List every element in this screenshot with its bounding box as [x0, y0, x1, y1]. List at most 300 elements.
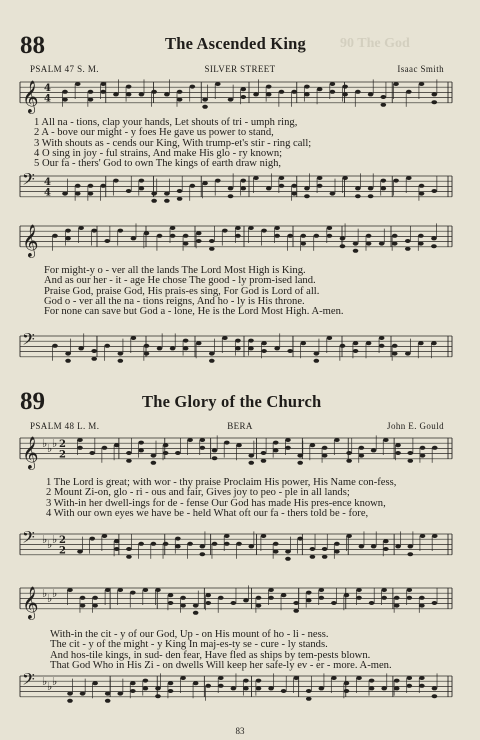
- note-head: [353, 349, 359, 353]
- note-head: [155, 588, 161, 592]
- hymn-89-bass-staff-2: [0, 670, 480, 714]
- note-head: [212, 456, 218, 460]
- note-head: [291, 192, 297, 196]
- note-head: [243, 679, 249, 683]
- time-signature-bottom: 2: [59, 545, 66, 557]
- note-head: [344, 681, 350, 685]
- hymn-88-bass-staff-1: [0, 170, 480, 214]
- note-head: [304, 194, 310, 198]
- note-head: [218, 684, 224, 688]
- note-head: [285, 557, 291, 561]
- note-head: [138, 448, 144, 452]
- note-head: [131, 336, 137, 340]
- note-head: [368, 92, 374, 96]
- note-head: [355, 186, 361, 190]
- treble-clef-symbol: 𝄞: [22, 435, 39, 469]
- note-head: [356, 676, 362, 680]
- hymn-89-tune: BERA: [227, 421, 253, 431]
- note-head: [118, 352, 124, 356]
- note-head: [62, 192, 68, 196]
- note-head: [164, 92, 170, 96]
- note-head: [209, 247, 215, 251]
- note-head: [369, 679, 375, 683]
- lyric-line: For none can save but God a - lone, He is the Lord Most High. A-men.: [44, 306, 344, 318]
- flat-symbol: ♭: [42, 533, 48, 546]
- note-head: [368, 194, 374, 198]
- note-head: [126, 459, 132, 463]
- time-signature-bottom: 2: [59, 449, 66, 461]
- note-head: [304, 186, 310, 190]
- note-head: [310, 443, 316, 447]
- note-head: [408, 459, 414, 463]
- note-head: [130, 689, 136, 693]
- note-head: [371, 448, 377, 452]
- note-head: [91, 349, 97, 353]
- note-head: [126, 451, 132, 455]
- note-head: [395, 451, 401, 455]
- note-head: [274, 346, 280, 350]
- note-head: [235, 339, 241, 343]
- note-head: [405, 239, 411, 243]
- note-head: [187, 438, 193, 442]
- hymn-88-tune: SILVER STREET: [204, 64, 276, 74]
- note-head: [243, 686, 249, 690]
- note-head: [394, 686, 400, 690]
- note-head: [193, 611, 199, 615]
- note-head: [383, 539, 389, 543]
- time-signature-top: 4: [44, 83, 51, 94]
- time-signature-bottom: 4: [44, 93, 51, 105]
- note-head: [261, 459, 267, 463]
- note-head: [215, 179, 221, 183]
- note-head: [330, 90, 336, 94]
- note-head: [75, 184, 81, 188]
- note-head: [240, 179, 246, 183]
- note-head: [319, 588, 325, 592]
- show-through-text: 90 The God: [340, 36, 410, 51]
- note-head: [92, 681, 98, 685]
- note-head: [126, 555, 132, 559]
- note-head: [143, 686, 149, 690]
- note-head: [297, 461, 303, 465]
- note-head: [102, 446, 108, 450]
- note-head: [180, 676, 186, 680]
- note-head: [104, 344, 110, 348]
- lyric-line: 3 With shouts as - cends our King, With trump-et's stir - ring call;: [34, 137, 312, 149]
- note-head: [395, 443, 401, 447]
- note-head: [291, 184, 297, 188]
- note-head: [273, 441, 279, 445]
- note-head: [319, 596, 325, 600]
- note-head: [218, 596, 224, 600]
- note-head: [118, 359, 124, 363]
- note-head: [432, 686, 438, 690]
- note-head: [168, 593, 174, 597]
- note-head: [381, 179, 387, 183]
- note-head: [379, 242, 385, 246]
- note-head: [183, 346, 189, 350]
- hymn-88-title: The Ascended King: [165, 34, 306, 53]
- note-head: [432, 534, 438, 538]
- note-head: [209, 239, 215, 243]
- note-head: [253, 176, 259, 180]
- note-head: [139, 92, 145, 96]
- note-head: [105, 699, 111, 703]
- note-head: [419, 604, 425, 608]
- note-head: [170, 346, 176, 350]
- note-head: [381, 588, 387, 592]
- note-head: [268, 588, 274, 592]
- treble-clef-symbol: 𝄞: [22, 79, 39, 113]
- note-head: [379, 336, 385, 340]
- note-head: [381, 103, 387, 107]
- note-head: [151, 192, 157, 196]
- note-head: [228, 186, 234, 190]
- note-head: [266, 92, 272, 96]
- note-head: [356, 588, 362, 592]
- note-head: [202, 98, 208, 102]
- note-head: [419, 82, 425, 86]
- note-head: [420, 534, 426, 538]
- note-head: [215, 82, 221, 86]
- note-head: [285, 550, 291, 554]
- note-head: [228, 98, 234, 102]
- note-head: [405, 247, 411, 251]
- note-head: [190, 184, 196, 188]
- note-head: [163, 542, 169, 546]
- note-head: [432, 601, 438, 605]
- note-head: [392, 242, 398, 246]
- note-head: [170, 226, 176, 230]
- note-head: [164, 199, 170, 203]
- note-head: [168, 689, 174, 693]
- lyric-line: 1 The Lord is great; with wor - thy praise Proclaim His power, His Name con-fess,: [46, 477, 397, 488]
- note-head: [279, 90, 285, 94]
- hymn-88-treble-staff-2: [0, 220, 480, 264]
- note-head: [344, 689, 350, 693]
- note-head: [200, 552, 206, 556]
- note-head: [355, 194, 361, 198]
- note-head: [209, 352, 215, 356]
- note-head: [105, 588, 111, 592]
- note-head: [235, 226, 241, 230]
- note-head: [65, 359, 71, 363]
- note-head: [248, 339, 254, 343]
- note-head: [170, 234, 176, 238]
- note-head: [273, 542, 279, 546]
- note-head: [151, 90, 157, 94]
- note-head: [342, 176, 348, 180]
- note-head: [273, 448, 279, 452]
- treble-clef-symbol: 𝄞: [22, 585, 39, 619]
- note-head: [266, 85, 272, 89]
- note-head: [114, 547, 120, 551]
- note-head: [67, 588, 73, 592]
- note-head: [92, 596, 98, 600]
- note-head: [392, 352, 398, 356]
- note-head: [77, 550, 83, 554]
- flat-symbol: ♭: [47, 442, 53, 455]
- note-head: [297, 454, 303, 458]
- note-head: [327, 226, 333, 230]
- note-head: [344, 593, 350, 597]
- note-head: [266, 186, 272, 190]
- lyric-line: God o - ver all the na - tions reigns, And ho - ly is His throne.: [44, 295, 305, 307]
- note-head: [431, 341, 437, 345]
- note-head: [200, 446, 206, 450]
- note-head: [273, 550, 279, 554]
- note-head: [322, 555, 328, 559]
- note-head: [52, 234, 58, 238]
- note-head: [131, 236, 137, 240]
- note-head: [175, 537, 181, 541]
- note-head: [340, 344, 346, 348]
- note-head: [418, 341, 424, 345]
- note-head: [381, 95, 387, 99]
- note-head: [163, 451, 169, 455]
- lyric-line: For might-y o - ver all the lands The Lord Most High is King.: [44, 265, 306, 276]
- note-head: [175, 451, 181, 455]
- note-head: [394, 596, 400, 600]
- note-head: [340, 244, 346, 248]
- note-head: [314, 352, 320, 356]
- note-head: [274, 226, 280, 230]
- note-head: [248, 346, 254, 350]
- time-signature-top: 4: [44, 177, 51, 188]
- bass-clef-symbol: 𝄢: [22, 669, 35, 693]
- note-head: [408, 552, 414, 556]
- note-head: [65, 352, 71, 356]
- note-head: [261, 349, 267, 353]
- note-head: [346, 451, 352, 455]
- note-head: [330, 82, 336, 86]
- note-head: [236, 542, 242, 546]
- hymn-89-composer: John E. Gould: [387, 421, 444, 431]
- note-head: [256, 604, 262, 608]
- note-head: [155, 686, 161, 690]
- note-head: [394, 604, 400, 608]
- note-head: [300, 234, 306, 238]
- note-head: [196, 341, 202, 345]
- note-head: [100, 82, 106, 86]
- note-head: [331, 676, 337, 680]
- note-head: [395, 544, 401, 548]
- hymn-89-bass-staff-1: [0, 528, 480, 572]
- note-head: [297, 537, 303, 541]
- time-signature-top: 2: [59, 535, 66, 546]
- note-head: [200, 438, 206, 442]
- note-head: [317, 184, 323, 188]
- note-head: [431, 92, 437, 96]
- note-head: [104, 239, 110, 243]
- note-head: [163, 443, 169, 447]
- note-head: [366, 234, 372, 238]
- note-head: [100, 90, 106, 94]
- note-head: [268, 686, 274, 690]
- lyric-line: 4 O sing in joy - ful strains, And make His glo - ry known;: [34, 147, 283, 159]
- flat-symbol: ♭: [52, 437, 58, 450]
- note-head: [256, 596, 262, 600]
- note-head: [353, 341, 359, 345]
- note-head: [190, 85, 196, 89]
- hymn-88-composer: Isaac Smith: [397, 64, 444, 74]
- note-head: [89, 451, 95, 455]
- note-head: [279, 184, 285, 188]
- note-head: [420, 454, 426, 458]
- note-head: [418, 242, 424, 246]
- note-head: [369, 686, 375, 690]
- note-head: [175, 544, 181, 548]
- note-head: [322, 547, 328, 551]
- note-head: [248, 461, 254, 465]
- note-head: [52, 344, 58, 348]
- note-head: [78, 346, 84, 350]
- note-head: [431, 244, 437, 248]
- hymn-89-treble-staff-1: [0, 432, 480, 476]
- note-head: [281, 593, 287, 597]
- note-head: [177, 90, 183, 94]
- note-head: [67, 692, 73, 696]
- note-head: [78, 226, 84, 230]
- flat-symbol: ♭: [42, 587, 48, 600]
- note-head: [322, 454, 328, 458]
- note-head: [168, 601, 174, 605]
- note-head: [75, 192, 81, 196]
- note-head: [327, 336, 333, 340]
- note-head: [193, 604, 199, 608]
- note-head: [67, 699, 73, 703]
- note-head: [405, 352, 411, 356]
- flat-symbol: ♭: [52, 587, 58, 600]
- note-head: [281, 689, 287, 693]
- note-head: [212, 542, 218, 546]
- note-head: [117, 588, 123, 592]
- note-head: [240, 95, 246, 99]
- hymn-89-treble-staff-2: [0, 582, 480, 626]
- note-head: [235, 234, 241, 238]
- note-head: [248, 454, 254, 458]
- note-head: [261, 229, 267, 233]
- note-head: [200, 544, 206, 548]
- note-head: [126, 547, 132, 551]
- note-head: [130, 681, 136, 685]
- note-head: [113, 92, 119, 96]
- note-head: [126, 92, 132, 96]
- note-head: [432, 694, 438, 698]
- note-head: [231, 601, 237, 605]
- note-head: [261, 451, 267, 455]
- note-head: [151, 542, 157, 546]
- note-head: [177, 197, 183, 201]
- note-head: [317, 176, 323, 180]
- note-head: [342, 85, 348, 89]
- note-head: [381, 596, 387, 600]
- note-head: [62, 98, 68, 102]
- hymn-88-lyrics-system-2: [44, 266, 344, 317]
- lyric-line: 2 A - bove our might - y foes He gave us power to stand,: [34, 127, 274, 139]
- note-head: [155, 694, 161, 698]
- note-head: [126, 189, 132, 193]
- flat-symbol: ♭: [52, 533, 58, 546]
- note-head: [80, 596, 86, 600]
- note-head: [196, 231, 202, 235]
- note-head: [366, 242, 372, 246]
- note-head: [304, 92, 310, 96]
- note-head: [231, 686, 237, 690]
- flat-symbol: ♭: [47, 538, 53, 551]
- note-head: [310, 555, 316, 559]
- note-head: [144, 352, 150, 356]
- note-head: [420, 446, 426, 450]
- note-head: [346, 459, 352, 463]
- note-head: [407, 588, 413, 592]
- note-head: [419, 192, 425, 196]
- note-head: [334, 542, 340, 546]
- note-head: [80, 692, 86, 696]
- note-head: [359, 454, 365, 458]
- note-head: [138, 441, 144, 445]
- note-head: [368, 186, 374, 190]
- note-head: [235, 346, 241, 350]
- note-head: [224, 441, 230, 445]
- note-head: [202, 181, 208, 185]
- lyric-line: With-in the cit - y of our God, Up - on His mount of ho - li - ness.: [50, 629, 329, 640]
- note-head: [248, 544, 254, 548]
- hymn-89-number: 89: [20, 388, 45, 415]
- note-head: [274, 234, 280, 238]
- note-head: [248, 226, 254, 230]
- note-head: [168, 681, 174, 685]
- note-head: [144, 344, 150, 348]
- note-head: [180, 604, 186, 608]
- note-head: [118, 229, 124, 233]
- lyric-line: 3 With-in her dwell-ings for de - fense Our God has made His pres-ence known,: [46, 497, 386, 509]
- note-head: [193, 681, 199, 685]
- note-head: [327, 234, 333, 238]
- note-head: [310, 547, 316, 551]
- time-signature-top: 2: [59, 439, 66, 450]
- note-head: [157, 234, 163, 238]
- hymn-88-meter: PSALM 47 S. M.: [30, 64, 99, 74]
- note-head: [88, 98, 94, 102]
- note-head: [394, 679, 400, 683]
- note-head: [261, 534, 267, 538]
- note-head: [381, 686, 387, 690]
- note-head: [183, 242, 189, 246]
- note-head: [100, 184, 106, 188]
- note-head: [419, 676, 425, 680]
- hymn-89-meter: PSALM 48 L. M.: [30, 421, 100, 431]
- flat-symbol: ♭: [47, 592, 53, 605]
- note-head: [334, 438, 340, 442]
- note-head: [130, 591, 136, 595]
- note-head: [381, 186, 387, 190]
- note-head: [431, 236, 437, 240]
- note-head: [144, 231, 150, 235]
- note-head: [406, 90, 412, 94]
- hymn-88-number: 88: [20, 32, 45, 59]
- hymn-88-bass-staff-2: [0, 330, 480, 374]
- note-head: [143, 588, 149, 592]
- lyric-line: Praise God, praise God, His prais-es sing, For God is Lord of all.: [44, 285, 320, 297]
- note-head: [88, 184, 94, 188]
- note-head: [431, 100, 437, 104]
- note-head: [319, 686, 325, 690]
- note-head: [202, 105, 208, 109]
- lyric-line: The cit - y of the might - y King In maj-es-ty se - cure - ly stands.: [50, 639, 328, 651]
- note-head: [126, 85, 132, 89]
- note-head: [293, 609, 299, 613]
